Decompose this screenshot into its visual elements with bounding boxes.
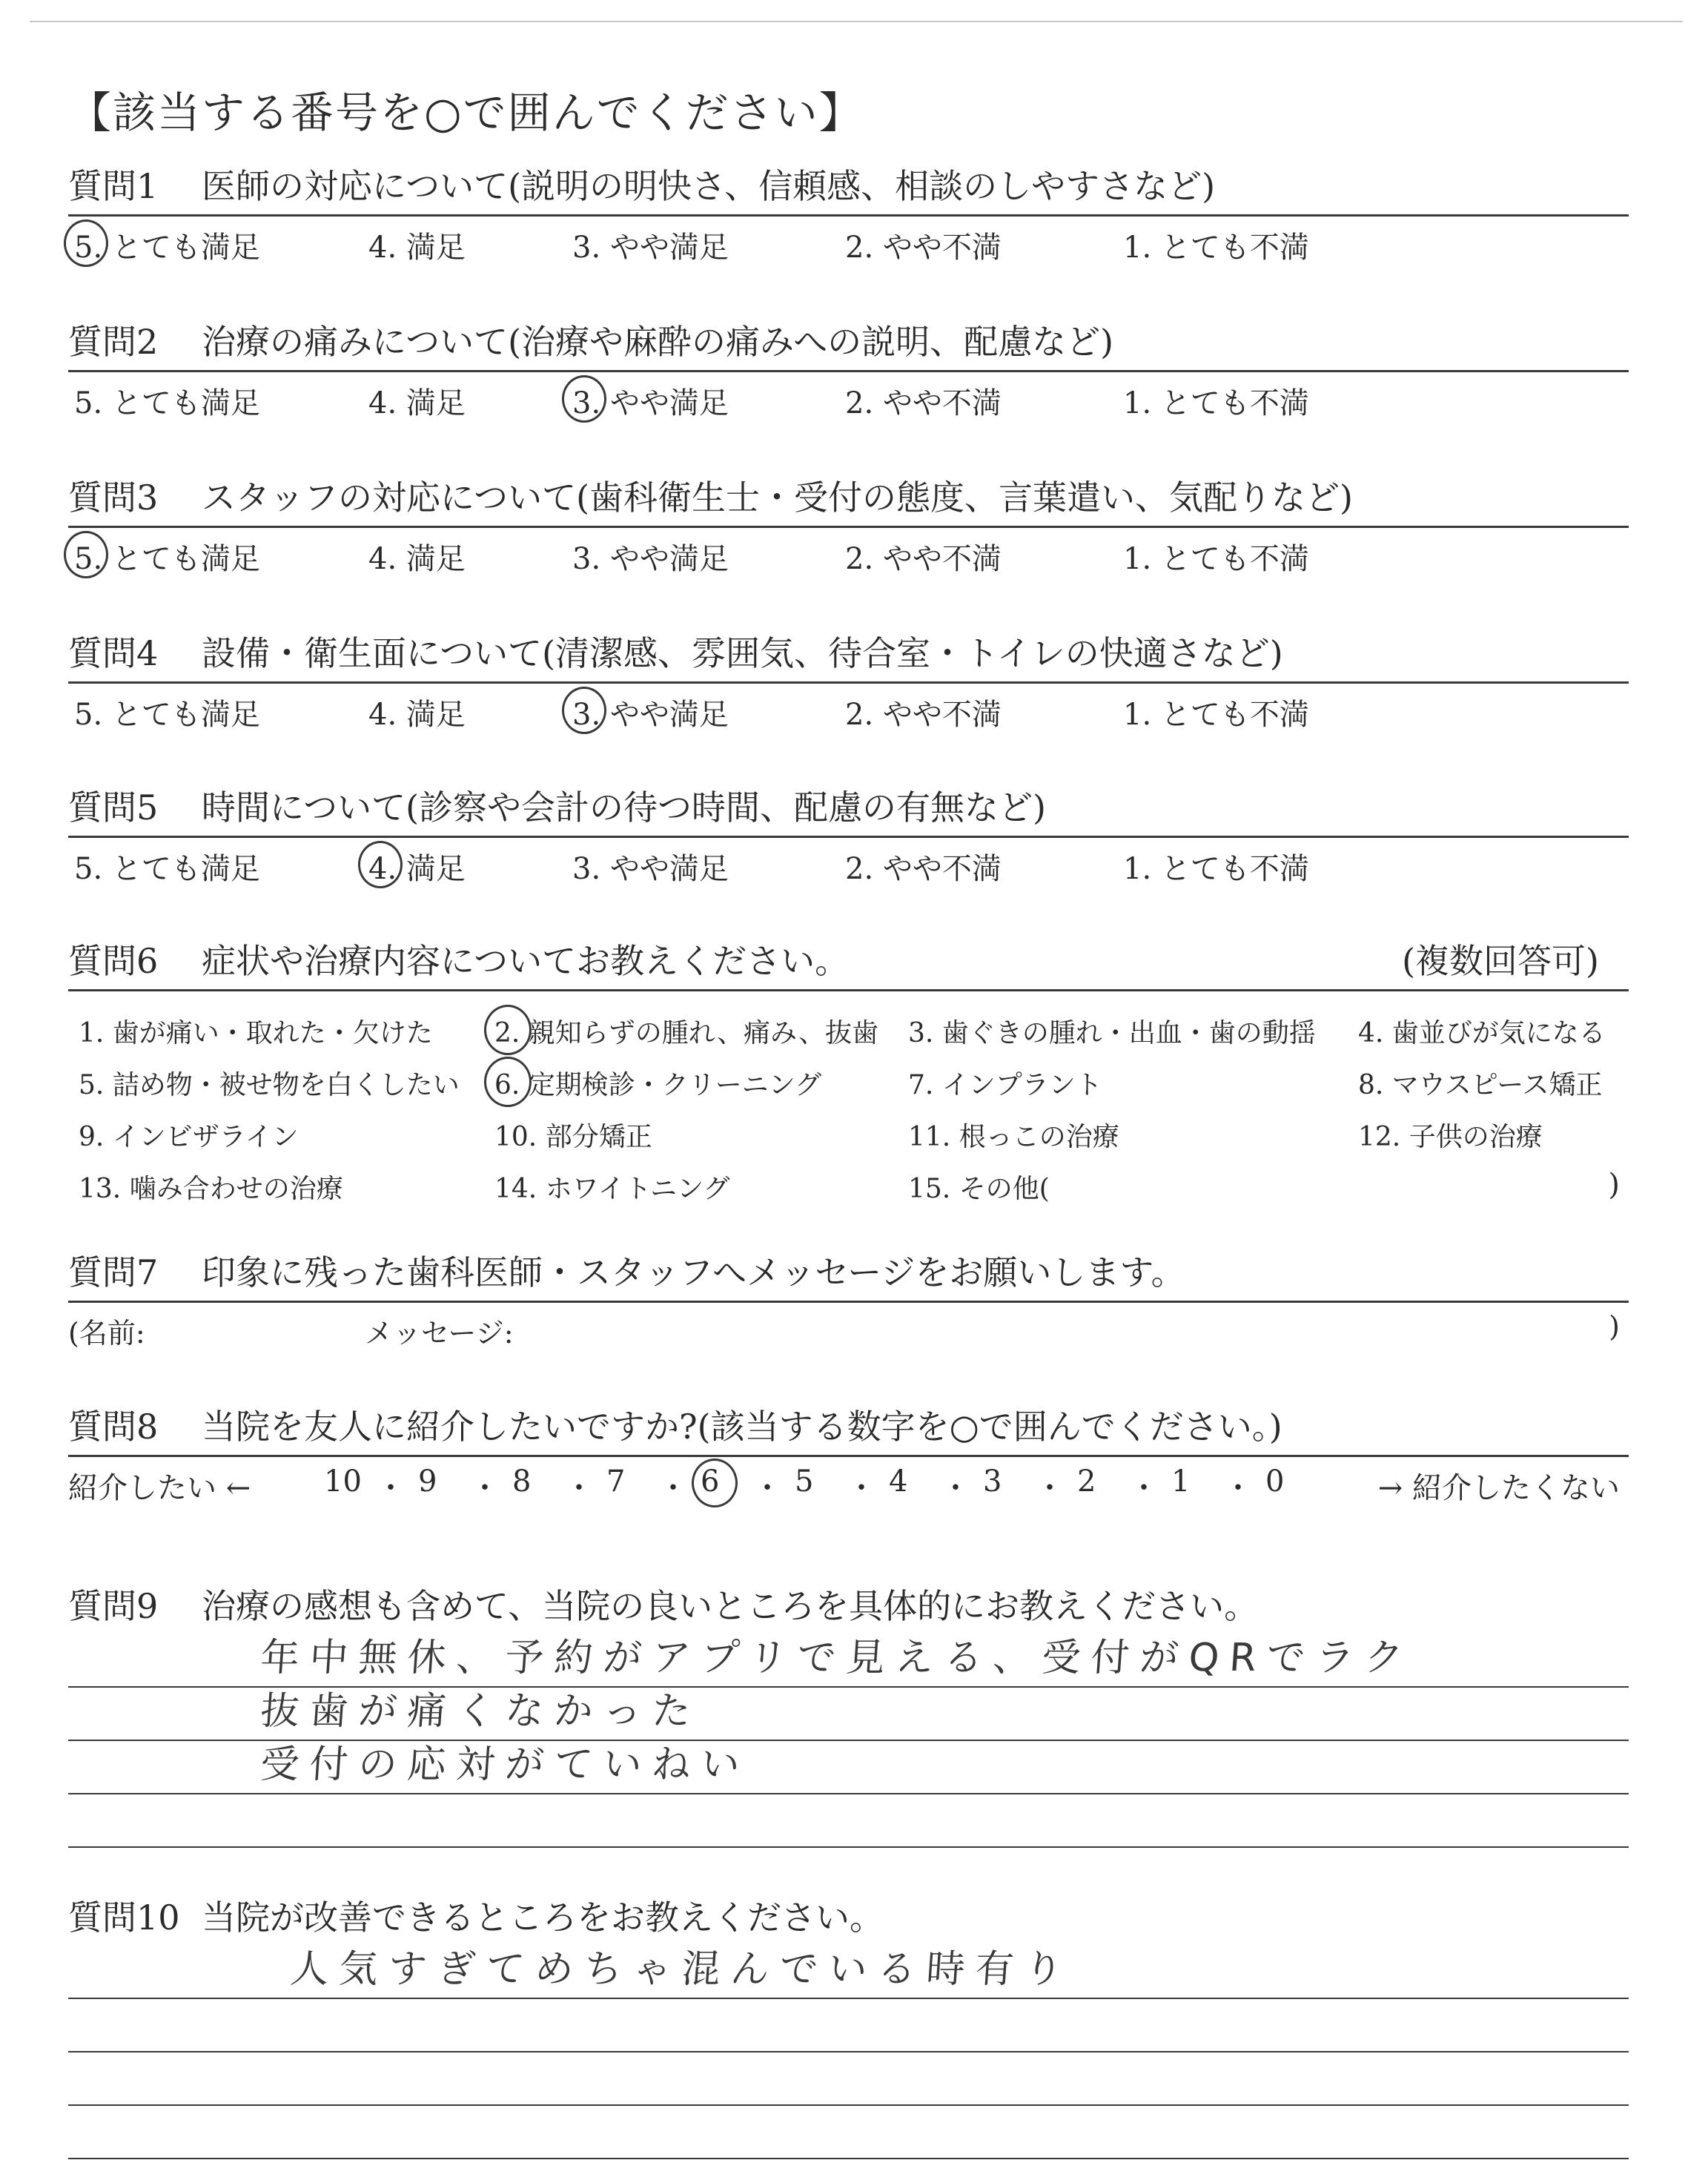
rating-option-label: 4. 満足 <box>368 386 466 420</box>
rating-option[interactable] <box>368 691 466 733</box>
rating-option[interactable] <box>1123 535 1309 578</box>
symptom-option-label: 9. インビザライン <box>79 1122 299 1152</box>
question-6 <box>68 934 1629 1206</box>
symptom-option[interactable] <box>79 1116 299 1154</box>
scale-value-label: 2 <box>1077 1464 1096 1499</box>
symptom-option[interactable] <box>494 1012 878 1050</box>
rating-option[interactable] <box>572 691 729 733</box>
selection-circle <box>692 1459 738 1507</box>
symptom-option[interactable] <box>79 1012 433 1050</box>
rating-option-label: 4. 満足 <box>368 852 466 886</box>
question-text: 当院を友人に紹介したいですか?(該当する数字を○で囲んでください。) <box>202 1407 1282 1447</box>
symptom-options-grid <box>68 991 1629 1206</box>
question-number: 質問8 <box>68 1407 159 1447</box>
rating-option[interactable] <box>845 380 1002 422</box>
rating-option-label: 1. とても不満 <box>1123 231 1309 265</box>
symptom-option-label: 2. 親知らずの腫れ、痛み、抜歯 <box>494 1018 879 1048</box>
question-number: 質問10 <box>68 1898 180 1938</box>
rating-option-label: 2. やや不満 <box>845 852 1002 886</box>
symptom-option[interactable] <box>494 1116 652 1154</box>
question-text: 医師の対応について(説明の明快さ、信頼感、相談のしやすさなど) <box>202 166 1216 206</box>
rating-option[interactable] <box>74 691 260 733</box>
scale-value-label: 7 <box>606 1464 626 1499</box>
rating-option[interactable] <box>572 380 729 422</box>
rating-option-label: 5. とても満足 <box>74 542 260 576</box>
rating-option-label: 2. やや不満 <box>845 386 1002 420</box>
symptom-option-label: 12. 子供の治療 <box>1358 1122 1543 1152</box>
selection-circle <box>562 375 606 423</box>
rating-option-label: 1. とても不満 <box>1123 542 1309 576</box>
scale-separator: ・ <box>941 1471 970 1505</box>
scale-separator: ・ <box>1223 1471 1253 1505</box>
scale-value[interactable] <box>795 1464 813 1499</box>
rating-option[interactable] <box>368 845 466 888</box>
handwritten-answer: 人気すぎてめちゃ混んでいる時有り <box>288 1947 1075 1992</box>
recommend-scale <box>68 1457 1629 1509</box>
scale-value[interactable] <box>1171 1464 1190 1499</box>
scale-value-label: 9 <box>418 1464 437 1499</box>
top-border <box>30 21 1683 22</box>
rating-option[interactable] <box>1123 224 1309 266</box>
scale-value[interactable] <box>889 1464 907 1499</box>
rating-option[interactable] <box>74 535 260 578</box>
question-number: 質問1 <box>68 166 159 206</box>
symptom-option-label: 14. ホワイトニング <box>494 1174 730 1204</box>
rating-option-label: 1. とても不満 <box>1123 852 1309 886</box>
symptom-option[interactable] <box>1358 1012 1606 1050</box>
scale-value-label: 0 <box>1265 1464 1285 1499</box>
selection-circle <box>64 219 108 267</box>
scale-value[interactable] <box>324 1464 362 1499</box>
answer-line[interactable] <box>68 1999 1629 2052</box>
symptom-option-label: 7. インプラント <box>908 1070 1102 1100</box>
rating-option[interactable] <box>74 380 260 422</box>
name-label: (名前: <box>68 1317 145 1350</box>
rating-option-label: 4. 満足 <box>368 231 466 265</box>
scale-value-label: 1 <box>1171 1464 1191 1499</box>
rating-option[interactable] <box>845 845 1002 888</box>
rating-option-label: 3. やや満足 <box>572 852 729 886</box>
question-text: 当院が改善できるところをお教えください。 <box>202 1898 884 1938</box>
rating-option[interactable] <box>368 380 466 422</box>
scale-separator: ・ <box>658 1471 688 1505</box>
rating-option[interactable] <box>845 224 1002 266</box>
scale-separator: ・ <box>752 1471 782 1505</box>
symptom-option[interactable] <box>908 1116 1119 1154</box>
rating-option[interactable] <box>368 535 466 578</box>
rating-option-label: 2. やや不満 <box>845 542 1002 576</box>
rating-option-label: 3. やや満足 <box>572 698 729 732</box>
question-10 <box>68 1891 1629 2159</box>
rating-option-label: 5. とても満足 <box>74 852 260 886</box>
rating-option-label: 1. とても不満 <box>1123 386 1309 420</box>
symptom-option-label: 11. 根っこの治療 <box>908 1122 1119 1152</box>
answer-line[interactable] <box>68 1741 1629 1794</box>
symptom-option[interactable] <box>494 1168 729 1206</box>
question-number: 質問3 <box>68 478 159 518</box>
symptom-option-label: 15. その他( <box>908 1174 1050 1204</box>
scale-value-label: 8 <box>512 1464 532 1499</box>
rating-option[interactable] <box>572 535 729 578</box>
rating-option[interactable] <box>74 224 260 266</box>
question-7 <box>68 1246 1629 1355</box>
question-8 <box>68 1400 1629 1509</box>
rating-option[interactable] <box>368 224 466 266</box>
question-1 <box>68 159 1629 268</box>
multiple-answers-note: (複数回答可) <box>1402 941 1599 981</box>
symptom-option-label: 10. 部分矯正 <box>494 1122 652 1152</box>
rating-option[interactable] <box>572 845 729 888</box>
handwritten-answer: 年中無休、予約がアプリで見える、受付がQRでラク <box>259 1636 1415 1680</box>
question-text: 症状や治療内容についてお教えください。 <box>202 941 850 981</box>
rating-option[interactable] <box>572 224 729 266</box>
question-9 <box>68 1579 1629 1848</box>
symptom-option[interactable] <box>1358 1116 1543 1154</box>
rating-option-label: 4. 満足 <box>368 542 466 576</box>
rating-option-label: 3. やや満足 <box>572 542 729 576</box>
symptom-option-label: 6. 定期検診・クリーニング <box>494 1070 822 1100</box>
rating-option[interactable] <box>74 845 260 888</box>
symptom-option[interactable] <box>908 1064 1102 1102</box>
rating-option-label: 5. とても満足 <box>74 231 260 265</box>
question-number: 質問9 <box>68 1586 159 1626</box>
scale-value-label: 6 <box>701 1464 720 1499</box>
closing-paren: ) <box>1609 1310 1620 1343</box>
question-4 <box>68 627 1629 736</box>
scale-value[interactable] <box>512 1464 531 1499</box>
scale-separator: ・ <box>470 1471 500 1505</box>
rating-option-label: 3. やや満足 <box>572 231 729 265</box>
scale-separator: ・ <box>564 1471 594 1505</box>
question-number: 質問5 <box>68 787 159 828</box>
question-number: 質問6 <box>68 941 159 981</box>
scale-value[interactable] <box>701 1464 719 1499</box>
scale-value-label: 5 <box>795 1464 814 1499</box>
scale-separator: ・ <box>1035 1471 1065 1505</box>
rating-option[interactable] <box>845 691 1002 733</box>
scale-value[interactable] <box>1265 1464 1284 1499</box>
question-text: 印象に残った歯科医師・スタッフへメッセージをお願いします。 <box>202 1252 1185 1292</box>
question-text: 設備・衛生面について(清潔感、雰囲気、待合室・トイレの快適さなど) <box>202 633 1283 673</box>
selection-circle <box>484 1005 532 1055</box>
scale-value[interactable] <box>606 1464 625 1499</box>
question-number: 質問4 <box>68 633 159 673</box>
rating-option-label: 5. とても満足 <box>74 386 260 420</box>
rating-option-label: 5. とても満足 <box>74 698 260 732</box>
scale-value[interactable] <box>418 1464 437 1499</box>
rating-option-label: 3. やや満足 <box>572 386 729 420</box>
symptom-option-label: 3. 歯ぐきの腫れ・出血・歯の動揺 <box>908 1018 1316 1048</box>
rating-option-label: 2. やや不満 <box>845 698 1002 732</box>
selection-circle <box>64 531 108 578</box>
answer-line[interactable] <box>68 1946 1629 1999</box>
rating-option-label: 4. 満足 <box>368 698 466 732</box>
symptom-option-label: 13. 噛み合わせの治療 <box>79 1174 343 1204</box>
scale-value[interactable] <box>1077 1464 1096 1499</box>
question-text: 時間について(診察や会計の待つ時間、配慮の有無など) <box>202 787 1046 828</box>
rating-option-label: 1. とても不満 <box>1123 698 1309 732</box>
symptom-option-label: 1. 歯が痛い・取れた・欠けた <box>79 1018 433 1048</box>
form-header: 【該当する番号を○で囲んでください】 <box>68 87 864 138</box>
rating-option[interactable] <box>1123 380 1309 422</box>
symptom-option[interactable] <box>79 1168 343 1206</box>
rating-option[interactable] <box>1123 691 1309 733</box>
symptom-option[interactable] <box>79 1064 460 1102</box>
question-text: スタッフの対応について(歯科衛生士・受付の態度、言葉遣い、気配りなど) <box>202 478 1353 518</box>
answer-line[interactable] <box>68 2052 1629 2106</box>
question-number: 質問7 <box>68 1252 159 1292</box>
question-text: 治療の感想も含めて、当院の良いところを具体的にお教えください。 <box>202 1586 1259 1626</box>
scale-value[interactable] <box>983 1464 1002 1499</box>
scale-value-label: 4 <box>889 1464 908 1499</box>
symptom-option-label: 8. マウスピース矯正 <box>1358 1070 1603 1100</box>
rating-option[interactable] <box>1123 845 1309 888</box>
symptom-option[interactable] <box>908 1168 1050 1206</box>
message-label: メッセージ: <box>365 1317 514 1350</box>
symptom-option[interactable] <box>1358 1064 1602 1102</box>
question-3 <box>68 471 1629 580</box>
symptom-option[interactable] <box>494 1064 821 1102</box>
scale-value-label: 3 <box>983 1464 1002 1499</box>
selection-circle <box>358 841 403 888</box>
scale-right-label: → 紹介したくない <box>1377 1471 1620 1505</box>
symptom-option[interactable] <box>908 1012 1316 1050</box>
question-2 <box>68 315 1629 424</box>
other-closing-paren: ) <box>1608 1168 1620 1202</box>
handwritten-answer: 抜歯が痛くなかった <box>259 1689 703 1734</box>
selection-circle <box>562 687 606 734</box>
scale-separator: ・ <box>376 1471 406 1505</box>
question-5 <box>68 781 1629 890</box>
answer-lines <box>68 1946 1629 2159</box>
symptom-option-label: 5. 詰め物・被せ物を白くしたい <box>79 1070 460 1100</box>
scale-left-label: 紹介したい ← <box>68 1471 251 1505</box>
handwritten-answer: 受付の応対がていねい <box>259 1743 752 1787</box>
scale-value-label: 10 <box>324 1464 362 1499</box>
scale-separator: ・ <box>1129 1471 1159 1505</box>
scale-separator: ・ <box>847 1471 876 1505</box>
rating-option-label: 2. やや不満 <box>845 231 1002 265</box>
answer-line[interactable] <box>68 1794 1629 1848</box>
rating-option[interactable] <box>845 535 1002 578</box>
selection-circle <box>484 1057 532 1107</box>
question-text: 治療の痛みについて(治療や麻酔の痛みへの説明、配慮など) <box>202 322 1114 362</box>
symptom-option-label: 4. 歯並びが気になる <box>1358 1018 1606 1048</box>
answer-line[interactable] <box>68 2106 1629 2159</box>
question-number: 質問2 <box>68 322 159 362</box>
answer-lines <box>68 1634 1629 1848</box>
